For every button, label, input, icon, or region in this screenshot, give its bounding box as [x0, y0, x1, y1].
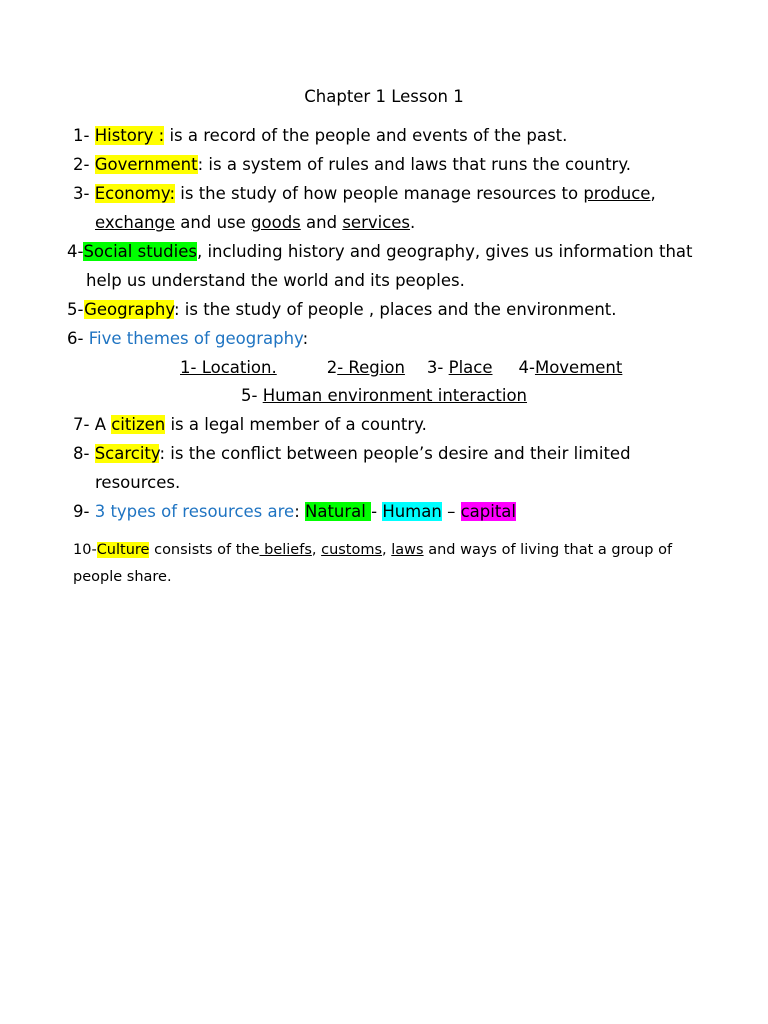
- term-geography: Geography: [84, 300, 174, 319]
- theme-location: 1- Location.: [180, 358, 277, 377]
- definition-text: is a record of the people and events of the past.: [164, 126, 568, 145]
- term-government: Government: [94, 155, 198, 174]
- word-produce: produce: [583, 184, 651, 203]
- punctuation: ,: [311, 542, 322, 558]
- definition-text: , including history and geography, gives us information that: [196, 242, 693, 261]
- theme-number: 2: [326, 358, 338, 377]
- punctuation: .: [410, 213, 416, 232]
- term-five-themes: Five themes of geography: [88, 329, 303, 348]
- item-citizen: [73, 414, 427, 436]
- item-culture-continued: [73, 566, 172, 588]
- item-culture: [73, 539, 672, 561]
- separator: –: [441, 502, 461, 521]
- word-services: services: [342, 213, 411, 232]
- item-history: [73, 125, 567, 147]
- word-beliefs: beliefs: [259, 542, 312, 558]
- item-government: [73, 154, 631, 176]
- definition-text: resources.: [95, 473, 181, 492]
- item-number: 9-: [73, 502, 95, 521]
- item-five-themes: [67, 328, 308, 350]
- themes-row-2: [0, 385, 768, 407]
- punctuation: ,: [382, 542, 392, 558]
- theme-region: - Region: [337, 358, 405, 377]
- punctuation: :: [294, 502, 305, 521]
- theme-number: 5-: [240, 386, 263, 405]
- word-goods: goods: [251, 213, 301, 232]
- item-number: 10-: [73, 542, 97, 558]
- item-number: 2-: [73, 155, 95, 174]
- item-economy: [73, 183, 656, 205]
- word-customs: customs: [321, 542, 383, 558]
- theme-place: Place: [448, 358, 493, 377]
- word-exchange: exchange: [95, 213, 176, 232]
- item-number: 7- A: [73, 415, 112, 434]
- term-resource-types: 3 types of resources are: [94, 502, 295, 521]
- resource-capital: capital: [460, 502, 516, 521]
- item-social-studies-continued: [86, 270, 465, 292]
- term-economy: Economy:: [94, 184, 176, 203]
- definition-text: : is a system of rules and laws that runs the country.: [197, 155, 631, 174]
- resource-human: Human: [382, 502, 442, 521]
- definition-text: consists of the: [149, 542, 260, 558]
- punctuation: ,: [650, 184, 656, 203]
- definition-text: is a legal member of a country.: [165, 415, 427, 434]
- item-economy-continued: [95, 212, 415, 234]
- punctuation: :: [302, 329, 309, 348]
- item-social-studies: [67, 241, 693, 263]
- resource-natural: Natural: [305, 502, 372, 521]
- term-citizen: citizen: [111, 415, 166, 434]
- theme-movement: Movement: [534, 358, 623, 377]
- definition-text: and use: [175, 213, 252, 232]
- separator: -: [371, 502, 383, 521]
- item-number: 4-: [67, 242, 84, 261]
- word-laws: laws: [391, 542, 424, 558]
- item-scarcity-continued: [95, 472, 180, 494]
- item-number: 6-: [67, 329, 89, 348]
- item-number: 1-: [73, 126, 95, 145]
- item-number: 5-: [67, 300, 85, 319]
- page-title: Chapter 1 Lesson 1: [304, 87, 464, 106]
- definition-text: people share.: [73, 569, 172, 585]
- item-number: 8-: [73, 444, 95, 463]
- definition-text: help us understand the world and its peoples.: [86, 271, 465, 290]
- item-geography: [67, 299, 617, 321]
- term-social-studies: Social studies: [83, 242, 197, 261]
- item-number: 3-: [73, 184, 95, 203]
- theme-number: 4-: [518, 358, 535, 377]
- term-scarcity: Scarcity: [94, 444, 160, 463]
- term-culture: Culture: [96, 542, 150, 558]
- item-scarcity: [73, 443, 631, 465]
- definition-text: : is the study of people , places and the environment.: [173, 300, 617, 319]
- term-history: History :: [94, 126, 165, 145]
- theme-number: 3-: [426, 358, 449, 377]
- definition-text: and ways of living that a group of: [423, 542, 673, 558]
- item-resources: [73, 501, 516, 523]
- definition-text: is the study of how people manage resources to: [175, 184, 584, 203]
- definition-text: and: [300, 213, 343, 232]
- definition-text: : is the conflict between people’s desire and their limited: [159, 444, 631, 463]
- themes-row: [180, 357, 622, 379]
- theme-human-environment: Human environment interaction: [262, 386, 528, 405]
